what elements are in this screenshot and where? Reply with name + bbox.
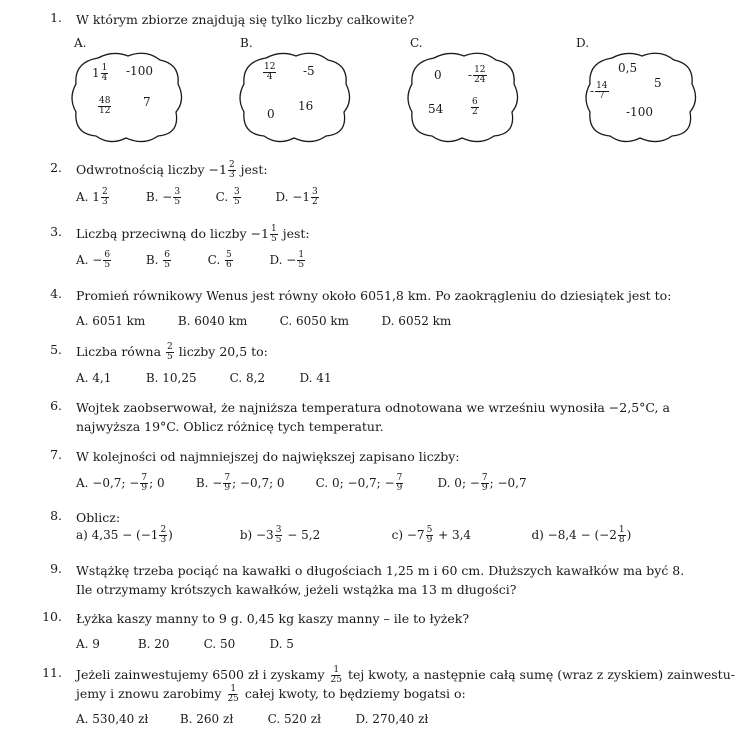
set-value: 7 <box>143 95 151 109</box>
set-value: 0 <box>434 68 442 82</box>
question-text-line-2: jemy i znowu zarobimy $\frac{1}{25}$ całej kwoty, to będziemy bogatsi o: <box>76 684 466 704</box>
question-number: 3. <box>50 224 62 239</box>
question-text: Wstążkę trzeba pociąć na kawałki o długościach 1,25 m i 60 cm. Dłuższych kawałków ma być 8. Ile otrzymamy krótszych kawałków, jeżeli wstążka ma 13 m długości? <box>76 563 685 597</box>
set-label: B. <box>240 36 253 50</box>
option-b[interactable]: B. 6040 km <box>177 313 248 328</box>
option-c[interactable]: C. 520 zł <box>267 711 321 726</box>
question-text: W którym zbiorze znajdują się tylko liczby całkowite? <box>76 12 415 27</box>
set-value: 0 <box>267 107 275 121</box>
option-c[interactable]: C. 8,2 <box>229 370 266 385</box>
option-c[interactable]: C. 0; −0,7; − $\frac{7}{9}$ <box>315 473 403 493</box>
set-value: -5 <box>303 64 315 78</box>
question-number: 7. <box>50 447 62 462</box>
set-value: $\frac{12}{4}$ <box>264 62 276 82</box>
question-number: 5. <box>50 342 62 357</box>
answer-options <box>76 711 428 726</box>
answer-options <box>76 636 294 651</box>
option-b[interactable]: B. − $\frac{3}{5}$ <box>145 187 181 207</box>
answer-options <box>76 474 527 493</box>
option-d[interactable]: D. 6052 km <box>381 313 452 328</box>
option-c[interactable]: C. $\frac{5}{6}$ <box>207 250 232 270</box>
option-c[interactable]: C. 6050 km <box>279 313 350 328</box>
question-text: Odwrotnością liczby −1 $\frac{2}{3}$ jest: <box>76 160 268 180</box>
set-label: D. <box>576 36 590 50</box>
set-value: 54 <box>428 102 444 116</box>
set-label: A. <box>74 36 87 50</box>
option-b[interactable]: B. 10,25 <box>145 370 197 385</box>
option-c[interactable]: C. $\frac{3}{5}$ <box>215 187 240 207</box>
set-value: 0,5 <box>618 61 638 75</box>
set-label: C. <box>410 36 423 50</box>
set-value: 5 <box>654 76 662 90</box>
option-a[interactable]: A. 6051 km <box>76 313 146 328</box>
part-c: c) −7 $\frac{5}{9}$ + 3,4 <box>391 525 472 545</box>
answer-options <box>76 313 451 328</box>
cloud-shape <box>236 50 354 144</box>
set-value: $\frac{6}{2}$ <box>472 97 478 117</box>
question-number: 10. <box>42 609 62 624</box>
option-a[interactable]: A. 530,40 zł <box>76 711 149 726</box>
set-value: $\frac{48}{12}$ <box>99 96 111 116</box>
question-text: Liczba równa $\frac{2}{5}$ liczby 20,5 to: <box>76 342 268 362</box>
option-a[interactable]: A. 4,1 <box>76 370 112 385</box>
option-b[interactable]: B. 20 <box>137 636 170 651</box>
set-value: -100 <box>126 64 153 78</box>
question-number: 4. <box>50 286 62 301</box>
answer-options <box>76 370 332 385</box>
set-value: 1 $\frac{1}{4}$ <box>92 63 108 83</box>
set-value: 16 <box>298 99 314 113</box>
question-number: 6. <box>50 398 62 413</box>
option-d[interactable]: D. 5 <box>269 636 294 651</box>
question-number: 2. <box>50 160 62 175</box>
option-b[interactable]: B. 260 zł <box>179 711 234 726</box>
question-text-line-1: Jeżeli zainwestujemy 6500 zł i zyskamy $\frac{1}{25}$ tej kwoty, a następnie całą sumę (wraz z zyskiem) zainwestu- <box>76 665 735 685</box>
set-value: - $\frac{12}{24}$ <box>468 65 486 85</box>
option-d[interactable]: D. 270,40 zł <box>355 711 429 726</box>
set-value: -100 <box>626 105 653 119</box>
part-d: d) −8,4 − (−2 $\frac{1}{8}$ ) <box>531 525 632 545</box>
answer-options <box>76 188 320 207</box>
option-d[interactable]: D. − $\frac{1}{5}$ <box>269 250 305 270</box>
option-d[interactable]: D. −1 $\frac{3}{2}$ <box>275 187 318 207</box>
question-number: 9. <box>50 561 62 576</box>
option-b[interactable]: B. − $\frac{7}{9}$ ; −0,7; 0 <box>195 473 285 493</box>
option-a[interactable]: A. 1 $\frac{2}{3}$ <box>76 187 108 207</box>
option-c[interactable]: C. 50 <box>203 636 236 651</box>
question-text: Wojtek zaobserwował, że najniższa temperatura odnotowana we wrześniu wynosiła −2,5°C, a najwyższa 19°C. Oblicz różnicę tych temperatur. <box>76 400 670 434</box>
answer-options <box>76 251 306 270</box>
part-b: b) −3 $\frac{3}{5}$ − 5,2 <box>239 525 321 545</box>
question-text: Oblicz: <box>76 510 121 525</box>
option-a[interactable]: A. −0,7; − $\frac{7}{9}$ ; 0 <box>76 473 165 493</box>
cloud-shape <box>404 50 522 144</box>
question-text: Promień równikowy Wenus jest równy około 6051,8 km. Po zaokrągleniu do dziesiątek jest to: <box>76 288 672 303</box>
set-value: - $\frac{14}{7}$ <box>590 81 608 101</box>
question-number: 11. <box>42 665 62 680</box>
question-number: 1. <box>50 10 62 25</box>
question-number: 8. <box>50 508 62 523</box>
question-text: W kolejności od najmniejszej do największej zapisano liczby: <box>76 449 460 464</box>
option-d[interactable]: D. 41 <box>299 370 332 385</box>
option-b[interactable]: B. $\frac{6}{5}$ <box>145 250 171 270</box>
exercise-parts <box>76 526 631 545</box>
question-text: Łyżka kaszy manny to 9 g. 0,45 kg kaszy manny – ile to łyżek? <box>76 611 470 626</box>
option-a[interactable]: A. 9 <box>76 636 100 651</box>
question-text: Liczbą przeciwną do liczby −1 $\frac{1}{5}$ jest: <box>76 224 310 244</box>
option-d[interactable]: D. 0; − $\frac{7}{9}$ ; −0,7 <box>437 473 527 493</box>
part-a: a) 4,35 − (−1 $\frac{2}{3}$ ) <box>76 525 173 545</box>
option-a[interactable]: A. − $\frac{6}{5}$ <box>76 250 111 270</box>
